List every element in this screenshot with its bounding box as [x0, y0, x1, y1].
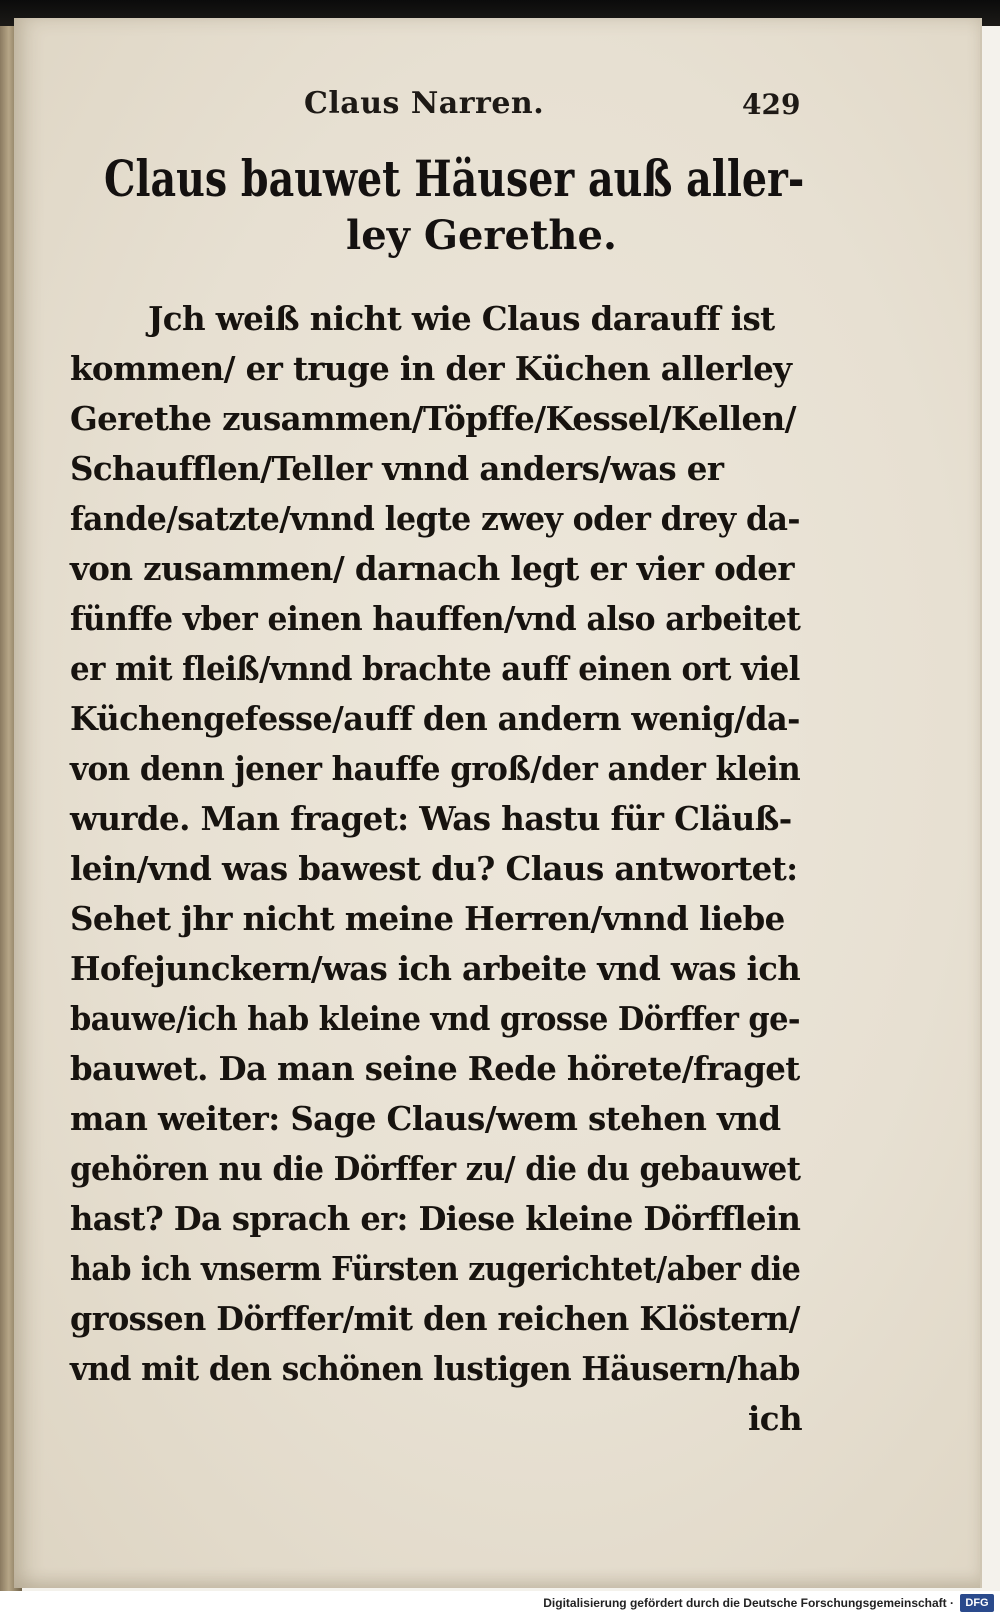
book-page	[14, 18, 982, 1588]
text-line: Schaufflen/Teller vnnd anders/was er	[70, 449, 724, 488]
chapter-heading	[104, 148, 824, 262]
text-line: hab ich vnserm Fürsten zugerichtet/aber die	[70, 1249, 801, 1288]
text-line: Sehet jhr nicht meine Herren/vnnd liebe	[70, 899, 785, 938]
running-title: Claus Narren.	[304, 86, 545, 121]
text-line: er mit fleiß/vnnd brachte auff einen ort viel	[70, 649, 800, 688]
text-line: von zusammen/ darnach legt er vier oder	[70, 549, 794, 588]
dfg-logo: DFG	[960, 1594, 994, 1612]
catchword: ich	[748, 1399, 802, 1438]
text-line: bauwet. Da man seine Rede hörete/fraget	[70, 1049, 800, 1088]
text-line: hast? Da sprach er: Diese kleine Dörfflein	[70, 1199, 801, 1238]
text-line: fünffe vber einen hauffen/vnd also arbeitet	[70, 599, 801, 638]
footer-bar	[0, 1591, 1000, 1617]
text-line: grossen Dörffer/mit den reichen Klöstern/	[70, 1299, 800, 1338]
text-line: gehören nu die Dörffer zu/ die du gebauwet	[70, 1149, 801, 1188]
text-line: man weiter: Sage Claus/wem stehen vnd	[70, 1099, 781, 1138]
text-line: Jch weiß nicht wie Claus darauff ist	[148, 299, 775, 338]
text-line: Küchengefesse/auff den andern wenig/da-	[70, 699, 800, 738]
funding-credit: Digitalisierung gefördert durch die Deutsche Forschungsgemeinschaft ·	[543, 1596, 954, 1610]
text-line: kommen/ er truge in der Küchen allerley	[70, 349, 792, 388]
page-number: 429	[742, 88, 801, 121]
running-head	[14, 86, 980, 136]
text-line: lein/vnd was bawest du? Claus antwortet:	[70, 849, 798, 888]
heading-line: ley Gerethe.	[346, 212, 617, 259]
text-line: bauwe/ich hab kleine vnd grosse Dörffer ge-	[70, 999, 800, 1038]
text-line: Hofejunckern/was ich arbeite vnd was ich	[70, 949, 801, 988]
text-line: von denn jener hauffe groß/der ander klein	[70, 749, 801, 788]
body-text	[70, 294, 810, 1444]
text-line: wurde. Man fraget: Was hastu für Cläuß-	[70, 799, 792, 838]
heading-line: Claus bauwet Häuser auß aller-	[104, 149, 805, 208]
text-line: fande/satzte/vnnd legte zwey oder drey da-	[70, 499, 800, 538]
text-line: Gerethe zusammen/Töpffe/Kessel/Kellen/	[70, 399, 796, 438]
text-line: vnd mit den schönen lustigen Häusern/hab	[70, 1349, 800, 1388]
